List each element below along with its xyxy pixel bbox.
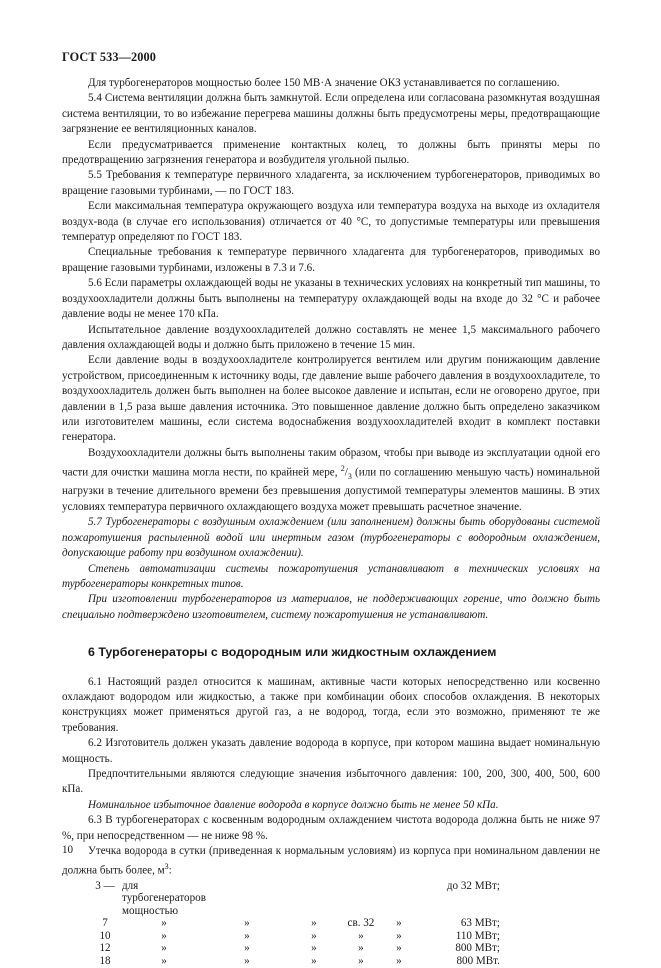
leak-row [88,880,500,918]
leak-cell: » [396,942,402,955]
leak-cell: » [358,955,364,968]
leak-cell [382,880,416,918]
leak-cell: » [396,929,402,942]
leak-cell: для турбогенераторов мощностью [122,879,206,917]
italic-paragraph-2: Степень автоматизации системы пожаротушения устанавливают в технических условиях на турбогенераторы конкретных типов. [62,562,600,590]
section-6-paragraphs [62,675,600,798]
leak-cell: » [244,942,250,955]
section-5-7-italic-paragraphs [62,515,600,623]
fraction-numerator: 2 [340,464,345,474]
leak-cell: » [161,917,167,930]
leak-cell: » [161,955,167,968]
page-number: 10 [62,844,74,856]
leak-cell [288,880,340,918]
fraction-denominator: 3 [347,472,352,482]
leak-cell: » [358,929,364,942]
leak-cell [206,880,288,918]
italic-paragraph-1: 5.7 Турбогенераторы с воздушным охлаждением (или заполнением) должны быть оборудованы системой пожаротушения распыленной водой или инертным газом (турбогенераторы с водородным охлаждением, допускающие работу при воздушном охлаждении). [62,516,600,560]
paragraph-7: 5.6 Если параметры охлаждающей воды не указаны в технических условиях на конкретный тип машины, то воздухоохладители должны быть выполнены на температуру охлаждающей воды на входе до 32 °С и рабочее давление воды не менее 170 кПа. [62,277,600,321]
leak-cell: » [311,917,317,930]
paragraph-8: Испытательное давление воздухоохладителей должно составлять не менее 1,5 максимального рабочего давления охлаждающей воды и должно быть приложено в течение 15 мин. [62,323,600,351]
paragraph-6: Специальные требования к температуре первичного хладагента для турбогенераторов, приводимых во вращение газовыми турбинами, изложены в 7.3 и 7.6. [62,246,600,274]
leak-cell: » [161,942,167,955]
paragraph-2: 5.4 Система вентиляции должна быть замкнутой. Если определена или согласована разомкнутая воздушная система вентиляции, то во избежание перегрева машины должны быть предусмотрены меры, предотвращающие загрязнение ее вентиляционных каналов. [62,92,600,136]
paragraph-4: 5.5 Требования к температуре первичного хладагента, за исключением турбогенераторов, приводимых во вращение газовыми турбинами, — по ГОСТ 183. [62,169,600,197]
leak-row [88,942,500,955]
leak-cell: » [311,929,317,942]
leak-row [88,955,500,968]
paragraph-1: Для турбогенераторов мощностью более 150 МВ·А значение ОКЗ устанавливается по соглашению. [88,77,560,89]
leak-cell: » [396,955,402,968]
leak-cell: 3 — [95,879,115,892]
paragraph-5: Если максимальная температура окружающего воздуха или температура воздуха на выходе из охладителя воздух-вода (в случае его использования) отличается от 40 °С, то допустимые температуры или превышения температур определяют по ГОСТ 183. [62,200,600,244]
leak-cell: » [244,955,250,968]
section-paragraph-2: 6.2 Изготовитель должен указать давление водорода в корпусе, при котором машина выдает номинальную мощность. [62,737,600,765]
leak-cell: 110 МВт; [455,929,500,942]
hydrogen-leak-list [88,880,500,968]
section-title: 6 Турбогенераторы с водородным или жидкостным охлаждением [88,645,497,660]
leak-cell: » [358,942,364,955]
leak-cell: 18 [99,955,111,968]
leak-cell: 12 [99,942,111,955]
leak-cell: » [244,929,250,942]
leak-cell: 800 МВт. [456,955,500,968]
paragraph-9: Если давление воды в воздухоохладителе контролируется вентилем или другим понижающим давление устройством, присоединенным к источнику воды, где давление выше рабочего давления в воздухоохладителе, то воздухоохладитель должен быть выполнен на более высокое давление и испытан, если не оговорено другое, при давлении в 1,5 раза выше давления источника. Это повышенное давление должно быть определено заказчиком или изготовителем машины, если система водоснабжения воздухоохладителей входит в комплект поставки генератора. [62,354,600,444]
leak-cell: св. 32 [347,917,375,930]
leak-cell: 800 МВт; [455,942,500,955]
paragraph-3: Если предусматривается применение контактных колец, то должны быть приняты меры по предотвращению загрязнения генератора и возбудителя угольной пылью. [62,138,600,167]
italic-paragraph-3: При изготовлении турбогенераторов из материалов, не поддерживающих горение, что должно быть специально подтверждено изготовителем, систему пожаротушения не устанавливают. [62,593,600,621]
leak-row [88,917,500,930]
paragraph-6-3: 6.3 В турбогенераторах с косвенным водородным охлаждением чистота водорода должна быть не ниже 97 %, при непосредственном — не ниже 98 %. [62,814,600,842]
paragraph-hydrogen-leak: Утечка водорода в сутки (приведенная к нормальным условиям) из корпуса при номинальном давлении не должна быть более, $м^3$: [62,845,600,878]
section-paragraph-1: 6.1 Настоящий раздел относится к машинам, активные части которых непосредственно или косвенно охлаждают водородом или жидкостью, а также при комбинации обоих способов охлаждения. В некоторых конструкциях может применяться другой газ, а не водород, тогда, если это возможно, применяют те же требования. [62,675,600,734]
leak-cell: » [161,929,167,942]
leak-cell: » [311,955,317,968]
leak-cell: 63 МВт; [460,917,500,930]
section-paragraph-3: Предпочтительными являются следующие значения избыточного давления: 100, 200, 300, 400, 500, 600 кПа. [62,767,600,796]
paragraph-air-cooler-fraction: Воздухоохладители должны быть выполнены таким образом, чтобы при выводе из эксплуатации одной его части для очистки машина могла нести, по крайней мере, $^2/_3$ (или по соглашению меньшую часть) номинальной нагрузки в течение длительного времени без превышения допустимой температуры элементов машины. В этих условиях температура первичного охлаждающего воздуха может превышать расчетное значение. [62,446,600,513]
standard-header: ГОСТ 533—2000 [62,50,157,64]
leak-cell [340,880,382,918]
leak-cell: » [396,917,402,930]
leak-cell: 10 [99,929,111,942]
leak-row [88,930,500,943]
paragraph-hydrogen-pressure-italic: Номинальное избыточное давление водорода в корпусе должно быть не менее 50 кПа. [88,798,499,811]
leak-cell: до 32 МВт; [446,879,500,892]
leak-cell: 7 [102,917,108,930]
leak-cell: » [244,917,250,930]
section-5-paragraphs [62,76,600,446]
document-body [62,76,600,968]
leak-cell: » [311,942,317,955]
